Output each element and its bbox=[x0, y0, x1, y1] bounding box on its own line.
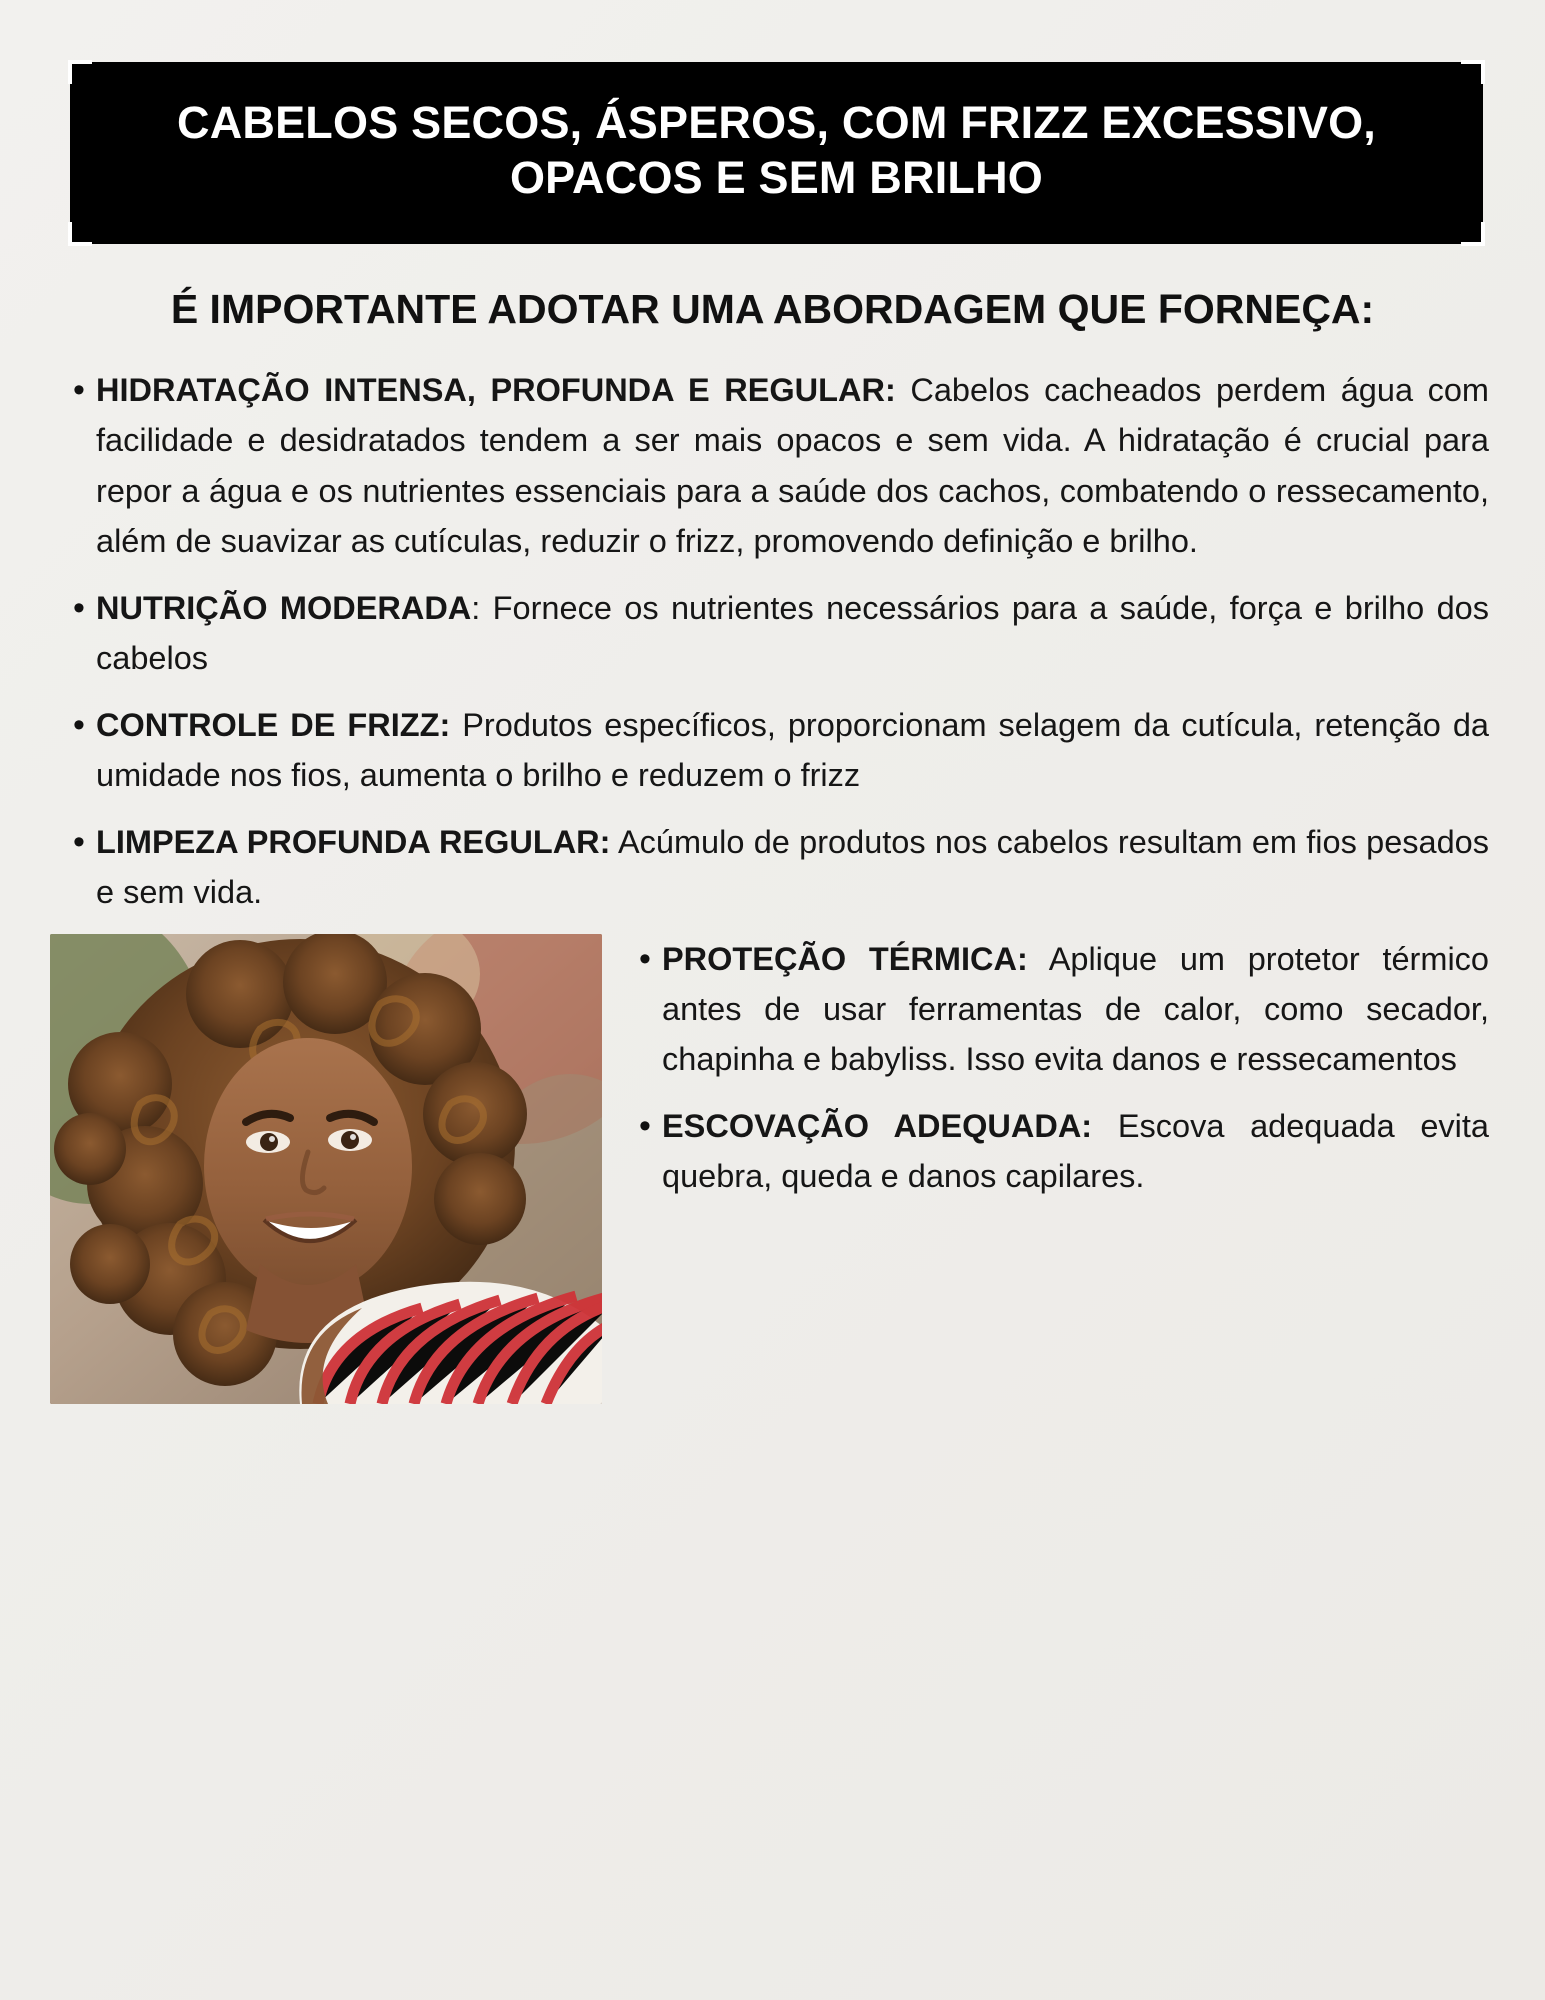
bottom-section bbox=[50, 934, 1489, 1404]
list-item bbox=[62, 817, 1489, 917]
corner-bracket-bottom-left-icon bbox=[68, 222, 92, 246]
photo-smiling-woman-curly-hair bbox=[50, 934, 602, 1404]
list-item-body: Escova adequada evita quebra, queda e danos capilares. bbox=[662, 1108, 1489, 1195]
list-item-lead: HIDRATAÇÃO INTENSA, PROFUNDA E REGULAR: bbox=[96, 372, 896, 409]
title-banner bbox=[70, 62, 1483, 244]
page-subtitle: É IMPORTANTE ADOTAR UMA ABORDAGEM QUE FORNEÇA: bbox=[170, 285, 1375, 332]
list-item bbox=[62, 583, 1489, 683]
list-item bbox=[628, 1101, 1489, 1201]
list-item-body: Acúmulo de produtos nos cabelos resultam em fios pesados e sem vida. bbox=[96, 823, 1489, 910]
list-item-body: Produtos específicos, proporcionam selagem da cutícula, retenção da umidade nos fios, aumenta o brilho e reduzem o frizz bbox=[96, 706, 1489, 793]
list-item-body: : Fornece os nutrientes necessários para a saúde, força e brilho dos cabelos bbox=[96, 589, 1490, 676]
list-item bbox=[628, 934, 1489, 1084]
list-item-lead: ESCOVAÇÃO ADEQUADA: bbox=[662, 1108, 1093, 1145]
bullet-dot-icon: • bbox=[639, 1107, 651, 1146]
page-title: CABELOS SECOS, ÁSPEROS, COM FRIZZ EXCESSIVO, OPACOS E SEM BRILHO bbox=[177, 97, 1376, 203]
bullet-dot-icon: • bbox=[73, 822, 85, 861]
list-item-text bbox=[662, 934, 1489, 1084]
bullet-list bbox=[62, 365, 1489, 916]
list-item-text bbox=[96, 583, 1489, 683]
list-item bbox=[62, 365, 1489, 565]
bottom-bullet-list bbox=[610, 934, 1489, 1218]
list-item-text bbox=[96, 365, 1489, 565]
corner-bracket-bottom-right-icon bbox=[1461, 222, 1485, 246]
bullet-dot-icon: • bbox=[73, 705, 85, 744]
bullet-dot-icon: • bbox=[639, 939, 651, 978]
list-item-lead: LIMPEZA PROFUNDA REGULAR: bbox=[96, 823, 611, 860]
list-item-text bbox=[96, 700, 1489, 800]
list-item-lead: PROTEÇÃO TÉRMICA: bbox=[662, 940, 1028, 977]
list-item-body: Cabelos cacheados perdem água com facilidade e desidratados tendem a ser mais opacos e sem vida. A hidratação é crucial para repor a água e os nutrientes essenciais para a saúde dos cachos, combatendo o ressecamento, além de suavizar as cutículas, reduzir o frizz, promovendo definição e brilho. bbox=[96, 372, 1490, 559]
title-banner-box bbox=[70, 62, 1483, 244]
corner-bracket-top-right-icon bbox=[1461, 60, 1485, 84]
list-item-body: Aplique um protetor térmico antes de usar ferramentas de calor, como secador, chapinha e babyliss. Isso evita danos e ressecamentos bbox=[662, 940, 1489, 1077]
corner-bracket-top-left-icon bbox=[68, 60, 92, 84]
list-item bbox=[62, 700, 1489, 800]
bullet-dot-icon: • bbox=[73, 371, 85, 410]
list-item-text bbox=[662, 1101, 1489, 1201]
photo-column bbox=[50, 934, 610, 1404]
bullet-dot-icon: • bbox=[73, 588, 85, 627]
list-item-text bbox=[96, 817, 1489, 917]
list-item-lead: CONTROLE DE FRIZZ: bbox=[96, 706, 451, 743]
list-item-lead: NUTRIÇÃO MODERADA bbox=[96, 589, 472, 626]
